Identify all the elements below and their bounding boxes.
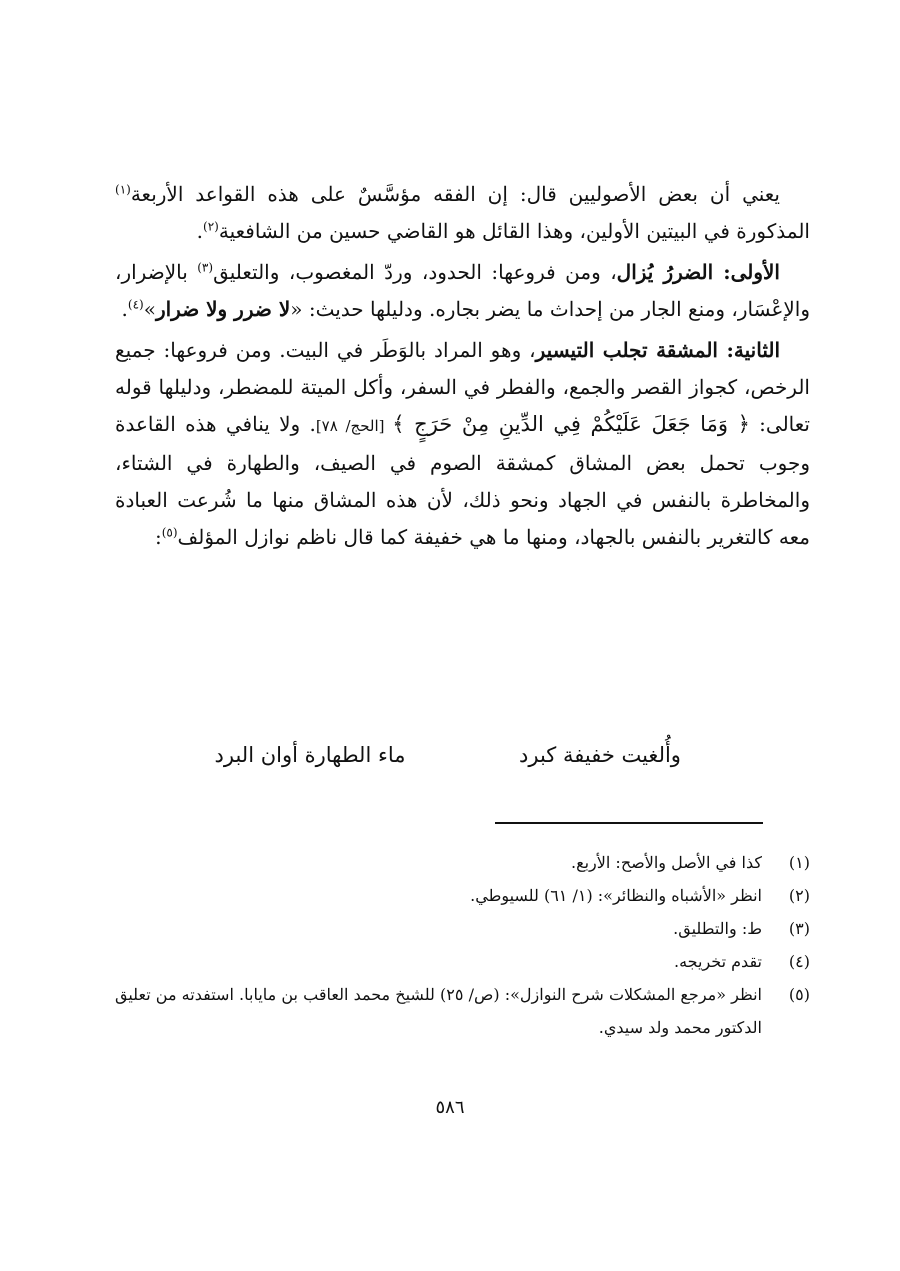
paragraph-text: المذكورة في البيتين الأولين، وهذا القائل هو القاضي حسين من الشافعية: [218, 219, 810, 243]
footnotes-list: [115, 846, 810, 1044]
paragraph-text: ، وهو المراد بالوَطَر في البيت. ومن فروعها: جميع الرخص، كجواز القصر والجمع، والفطر في السفر، وأكل الميتة للمضطر، ودليلها قوله تعالى:: [115, 338, 810, 436]
footnote-text: ط: والتطليق.: [673, 919, 762, 938]
footnote-item: [115, 879, 810, 912]
footnote-ref-3[interactable]: (٣): [197, 260, 214, 275]
footnote-text: تقدم تخريجه.: [674, 952, 762, 971]
footnote-number: (٢): [788, 886, 810, 905]
paragraph-first-rule: [115, 254, 810, 328]
footnote-ref-4[interactable]: (٤): [127, 297, 144, 312]
footnote-ref-2[interactable]: (٢): [203, 219, 219, 234]
hadith-text: لا ضرر ولا ضرار: [155, 297, 291, 321]
footnote-number: (٣): [788, 919, 810, 938]
footnote-ref-1[interactable]: (١): [115, 182, 131, 197]
footnote-item: [115, 945, 810, 978]
paragraph-text: »: [143, 297, 156, 321]
footnote-number: (١): [788, 853, 810, 872]
quran-verse: ﴿ وَمَا جَعَلَ عَلَيْكُمْ فِي الدِّينِ مِنْ حَرَجٍ ﴾: [392, 412, 750, 436]
footnote-ref-5[interactable]: (٥): [161, 525, 178, 540]
footnote-item: [115, 978, 810, 1044]
footnote-text: انظر «الأشباه والنظائر»: (١/ ٦١) للسيوطي.: [470, 886, 762, 905]
footnote-number: (٥): [788, 985, 810, 1004]
paragraph-text: .: [121, 297, 128, 321]
footnote-item: [115, 912, 810, 945]
verse-first-hemistich: وأُلغيت خفيفة كبرد: [519, 743, 681, 767]
quran-reference: [الحج/ ٧٨]: [315, 417, 393, 435]
paragraph-intro: [115, 176, 810, 250]
poem-verse: [170, 737, 730, 773]
paragraph-text: . ولا ينافي هذه القاعدة وجوب تحمل بعض المشاق كمشقة الصوم في الصيف، والطهارة في الشتاء، والمخاطرة بالنفس في الجهاد ونحو ذلك، لأن هذه المشاق منها ما شُرعت العبادة معه كالتغرير بالنفس بالجهاد، ومنها ما هي خفيفة كما قال ناظم نوازل المؤلف: [115, 412, 810, 549]
paragraph-text: يعني أن بعض الأصوليين قال: إن الفقه مؤسَّسٌ على هذه القواعد الأربعة: [130, 182, 780, 206]
paragraph-text: :: [154, 525, 162, 549]
rule-heading-second: الثانية: المشقة تجلب التيسير: [535, 338, 780, 362]
rule-heading-first: الأولى: الضررُ يُزال: [616, 260, 780, 284]
verse-second-hemistich: ماء الطهارة أوان البرد: [214, 743, 406, 767]
footnote-item: [115, 846, 810, 879]
footnote-number: (٤): [788, 952, 810, 971]
footnote-divider: [495, 822, 763, 824]
paragraph-second-rule: [115, 332, 810, 556]
paragraph-text: ، ومن فروعها: الحدود، وردّ المغصوب، والتعليق: [213, 260, 617, 284]
footnote-text: انظر «مرجع المشكلات شرح النوازل»: (ص/ ٢٥) للشيخ محمد العاقب بن مايابا. استفدته من تعليق الدكتور محمد ولد سيدي.: [115, 985, 763, 1037]
main-text: [115, 176, 810, 560]
paragraph-text: .: [196, 219, 204, 243]
footnote-text: كذا في الأصل والأصح: الأربع.: [570, 853, 762, 872]
page-number: ٥٨٦: [435, 1097, 465, 1118]
paragraph-text: بالإضرار، والإعْسَار، ومنع الجار من إحداث ما يضر بجاره. ودليلها حديث: «: [115, 260, 810, 321]
